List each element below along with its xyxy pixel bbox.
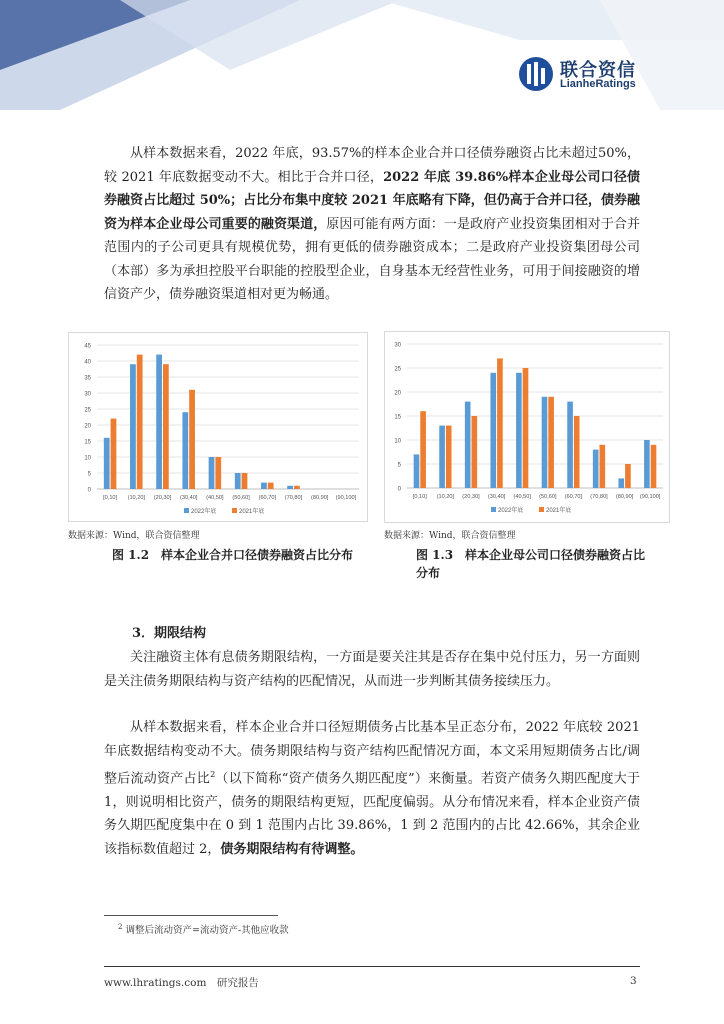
x-tick-label: (90,100]: [639, 494, 661, 500]
bar-2022-6: [261, 483, 267, 489]
bar-2022-7: [593, 450, 599, 488]
footnote-text: 调整后流动资产=流动资产-其他应收款: [125, 925, 289, 936]
x-tick-label: (10,20]: [127, 495, 146, 501]
legend-label-1: 2021年底: [239, 509, 265, 515]
bar-2022-0: [414, 454, 420, 488]
chart-2: [385, 332, 669, 522]
footnote-ref[interactable]: 2: [210, 770, 216, 779]
bar-2021-0: [420, 411, 426, 488]
x-tick-label: (80,90]: [615, 494, 634, 500]
legend-swatch-1: [232, 508, 237, 513]
legend-label-0: 2022年底: [191, 509, 217, 515]
logo-name-en: LianheRatings: [560, 78, 636, 90]
chart-1-frame: [68, 332, 368, 522]
x-tick-label: (30,40]: [487, 494, 506, 500]
chart-1: [69, 333, 367, 521]
paragraph-1: [104, 142, 640, 307]
y-tick-label: 35: [84, 375, 91, 382]
bar-2022-1: [439, 426, 445, 488]
legend-label-1: 2021年底: [546, 508, 572, 514]
bar-2021-4: [523, 368, 529, 488]
y-tick-label: 15: [84, 439, 91, 446]
chart-2-caption: 图 1.3 样本企业母公司口径债券融资占比分布: [416, 548, 646, 580]
bar-2022-2: [156, 355, 162, 489]
x-tick-label: (50,60]: [539, 494, 557, 500]
bar-2021-2: [163, 364, 169, 489]
legend-swatch-1: [539, 507, 544, 512]
legend-swatch-0: [184, 508, 189, 513]
footnote: [118, 922, 289, 936]
x-tick-label: (70,80]: [590, 494, 608, 500]
bar-2021-7: [294, 486, 300, 489]
x-tick-label: (20,30]: [462, 494, 480, 500]
x-tick-label: [0,10]: [103, 495, 118, 501]
logo: [518, 56, 658, 96]
bar-2021-1: [446, 426, 452, 488]
bar-2022-9: [644, 440, 650, 488]
bar-2022-5: [542, 397, 548, 488]
bar-2021-3: [497, 358, 503, 488]
bar-2022-7: [287, 486, 293, 489]
footnote-mark: 2: [118, 922, 123, 931]
x-tick-label: (90,100]: [335, 495, 357, 501]
bar-2021-1: [137, 355, 143, 489]
y-tick-label: 40: [84, 359, 91, 366]
legend-label-0: 2022年底: [498, 508, 524, 514]
bar-2021-5: [548, 397, 554, 488]
bar-2021-7: [600, 445, 606, 488]
x-tick-label: (50,60]: [232, 495, 250, 501]
section-3-para-2-text-b: （以下简称“资产债务久期匹配度”）来衡量。若资产债务久期匹配度大于 1，则说明相比资产，债务的期限结构更短，匹配度偏弱。从分布情况来看，样本企业资产债务久期匹配度集中在 0 到 1 范围内占比 39.86%，1 到 2 范围内的占比 42.66%，其余企业该指标数值超过 2，: [104, 771, 640, 857]
bar-2022-3: [490, 373, 496, 488]
bar-2022-4: [516, 373, 522, 488]
y-tick-label: 25: [84, 407, 91, 414]
x-tick-label: (40,50]: [206, 495, 224, 501]
bar-2022-8: [618, 478, 624, 488]
bar-2022-1: [130, 364, 136, 489]
y-tick-label: 10: [84, 455, 91, 462]
y-tick-label: 20: [394, 390, 401, 397]
section-3-para-2-text-a: 从样本数据来看，样本企业合并口径短期债务占比基本呈正态分布，2022 年底较 2021 年底数据结构变动不大。债务期限结构与资产结构匹配情况方面，本文采用短期债务占比/调整后流动资产占比: [104, 720, 640, 787]
x-tick-label: (30,40]: [179, 495, 198, 501]
x-tick-label: (20,30]: [153, 495, 172, 501]
bar-2021-6: [574, 416, 580, 488]
footer-divider: [104, 966, 640, 967]
bar-2022-4: [209, 457, 215, 489]
section-3-heading: 3．期限结构: [132, 626, 207, 641]
bar-2021-5: [242, 473, 248, 489]
x-tick-label: (60,70]: [258, 495, 277, 501]
footer-site[interactable]: www.lhratings.com 研究报告: [104, 977, 259, 989]
paragraph-1-bold: 2022 年底 39.86%样本企业母公司口径债券融资占比超过 50%；占比分布集中度较 2021 年底略有下降，但仍高于合并口径，债券融资为样本企业母公司重要的融资渠道，: [104, 169, 640, 232]
bar-2021-9: [651, 445, 657, 488]
x-tick-label: (40,50]: [513, 494, 531, 500]
y-tick-label: 5: [87, 471, 91, 478]
x-tick-label: (10,20]: [436, 494, 455, 500]
paragraph-1-text-a: 从样本数据来看，2022 年底，93.57%的样本企业合并口径债券融资占比未超过50%，较 2021 年底数据变动不大。相比于合并口径，: [104, 146, 640, 185]
bar-2021-4: [215, 457, 221, 489]
bar-2021-6: [268, 483, 274, 489]
y-tick-label: 10: [394, 438, 401, 445]
bar-2022-6: [567, 402, 573, 488]
y-tick-label: 30: [84, 391, 91, 398]
y-tick-label: 20: [84, 423, 91, 430]
section-3-para-2: [104, 716, 640, 861]
bar-2021-0: [111, 419, 117, 489]
y-tick-label: 30: [394, 342, 401, 349]
y-tick-label: 15: [394, 414, 401, 421]
bar-2022-2: [465, 402, 471, 488]
y-tick-label: 25: [394, 366, 401, 373]
bar-2022-3: [182, 412, 188, 489]
logo-name-cn: 联合资信: [560, 60, 636, 81]
section-3-para-2-bold: 债务期限结构有待调整。: [220, 841, 364, 857]
section-3-para-1: [104, 646, 640, 693]
x-tick-label: (60,70]: [564, 494, 583, 500]
chart-2-frame: [384, 331, 670, 523]
y-tick-label: 5: [397, 462, 401, 469]
page-number: 3: [630, 975, 637, 987]
y-tick-label: 0: [397, 486, 401, 493]
bar-2022-5: [235, 473, 241, 489]
section-3-para-1-text: 关注融资主体有息债务期限结构，一方面是要关注其是否存在集中兑付压力，另一方面则是关注债务期限结构与资产结构的匹配情况，从而进一步判断其债务接续压力。: [104, 650, 640, 689]
footnote-divider: [104, 915, 278, 916]
legend-swatch-0: [491, 507, 496, 512]
x-tick-label: [0,10]: [412, 494, 427, 500]
bar-2021-3: [189, 390, 195, 489]
bar-2021-8: [625, 464, 631, 488]
lianhe-logo-icon: [518, 56, 554, 92]
y-tick-label: 0: [87, 487, 91, 494]
y-tick-label: 45: [84, 343, 91, 350]
bar-2021-2: [472, 416, 478, 488]
x-tick-label: (80,90]: [310, 495, 329, 501]
bar-2022-0: [104, 438, 110, 489]
x-tick-label: (70,80]: [284, 495, 303, 501]
chart-1-source: 数据来源：Wind，联合资信整理: [68, 531, 200, 541]
paragraph-1-text-b: 原因可能有两方面：一是政府产业投资集团相对于合并范围内的子公司更具有规模优势，拥有更低的债券融资成本；二是政府产业投资集团母公司（本部）多为承担控股平台职能的控股型企业，自身基本无经营性业务，可用于间接融资的增信资产少，债券融资渠道相对更为畅通。: [104, 216, 640, 302]
chart-1-caption: 图 1.2 样本企业合并口径债券融资占比分布: [112, 548, 354, 562]
chart-2-source: 数据来源：Wind，联合资信整理: [384, 531, 516, 541]
